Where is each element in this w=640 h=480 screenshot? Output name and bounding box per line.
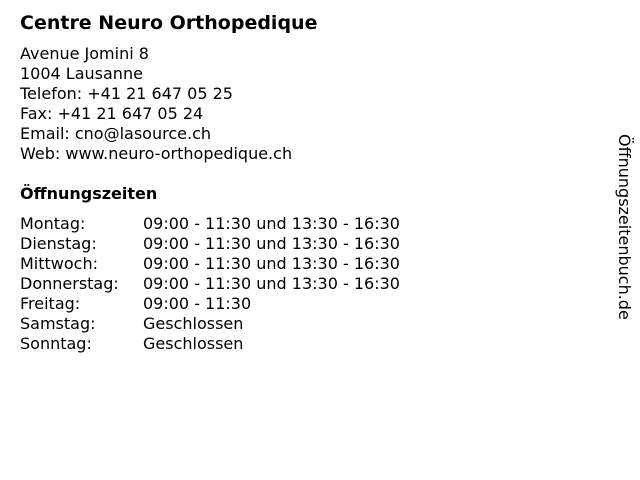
day-hours: 09:00 - 11:30 und 13:30 - 16:30 (143, 234, 400, 253)
day-label: Donnerstag: (20, 274, 119, 293)
day-label: Montag: (20, 214, 86, 233)
day-label: Freitag: (20, 294, 81, 313)
contact-block (20, 44, 292, 164)
day-label: Samstag: (20, 314, 96, 333)
day-hours: 09:00 - 11:30 und 13:30 - 16:30 (143, 274, 400, 293)
phone-number: Telefon: +41 21 647 05 25 (20, 84, 233, 103)
hours-heading: Öffnungszeiten (20, 184, 158, 203)
brand-site-name: Öffnungszeitenbuch.de (615, 134, 634, 320)
email-address: Email: cno@lasource.ch (20, 124, 211, 143)
day-label: Sonntag: (20, 334, 92, 353)
fax-number: Fax: +41 21 647 05 24 (20, 104, 204, 123)
day-hours: 09:00 - 11:30 und 13:30 - 16:30 (143, 214, 400, 233)
address-street: Avenue Jomini 8 (20, 44, 149, 63)
day-label: Mittwoch: (20, 254, 98, 273)
business-name: Centre Neuro Orthopedique (20, 12, 318, 34)
brand-watermark (612, 134, 636, 334)
day-hours: 09:00 - 11:30 (143, 294, 252, 313)
day-label: Dienstag: (20, 234, 97, 253)
day-hours: Geschlossen (143, 334, 244, 353)
day-hours: 09:00 - 11:30 und 13:30 - 16:30 (143, 254, 400, 273)
website-address: Web: www.neuro-orthopedique.ch (20, 144, 293, 163)
day-hours: Geschlossen (143, 314, 244, 333)
address-city: 1004 Lausanne (20, 64, 143, 83)
